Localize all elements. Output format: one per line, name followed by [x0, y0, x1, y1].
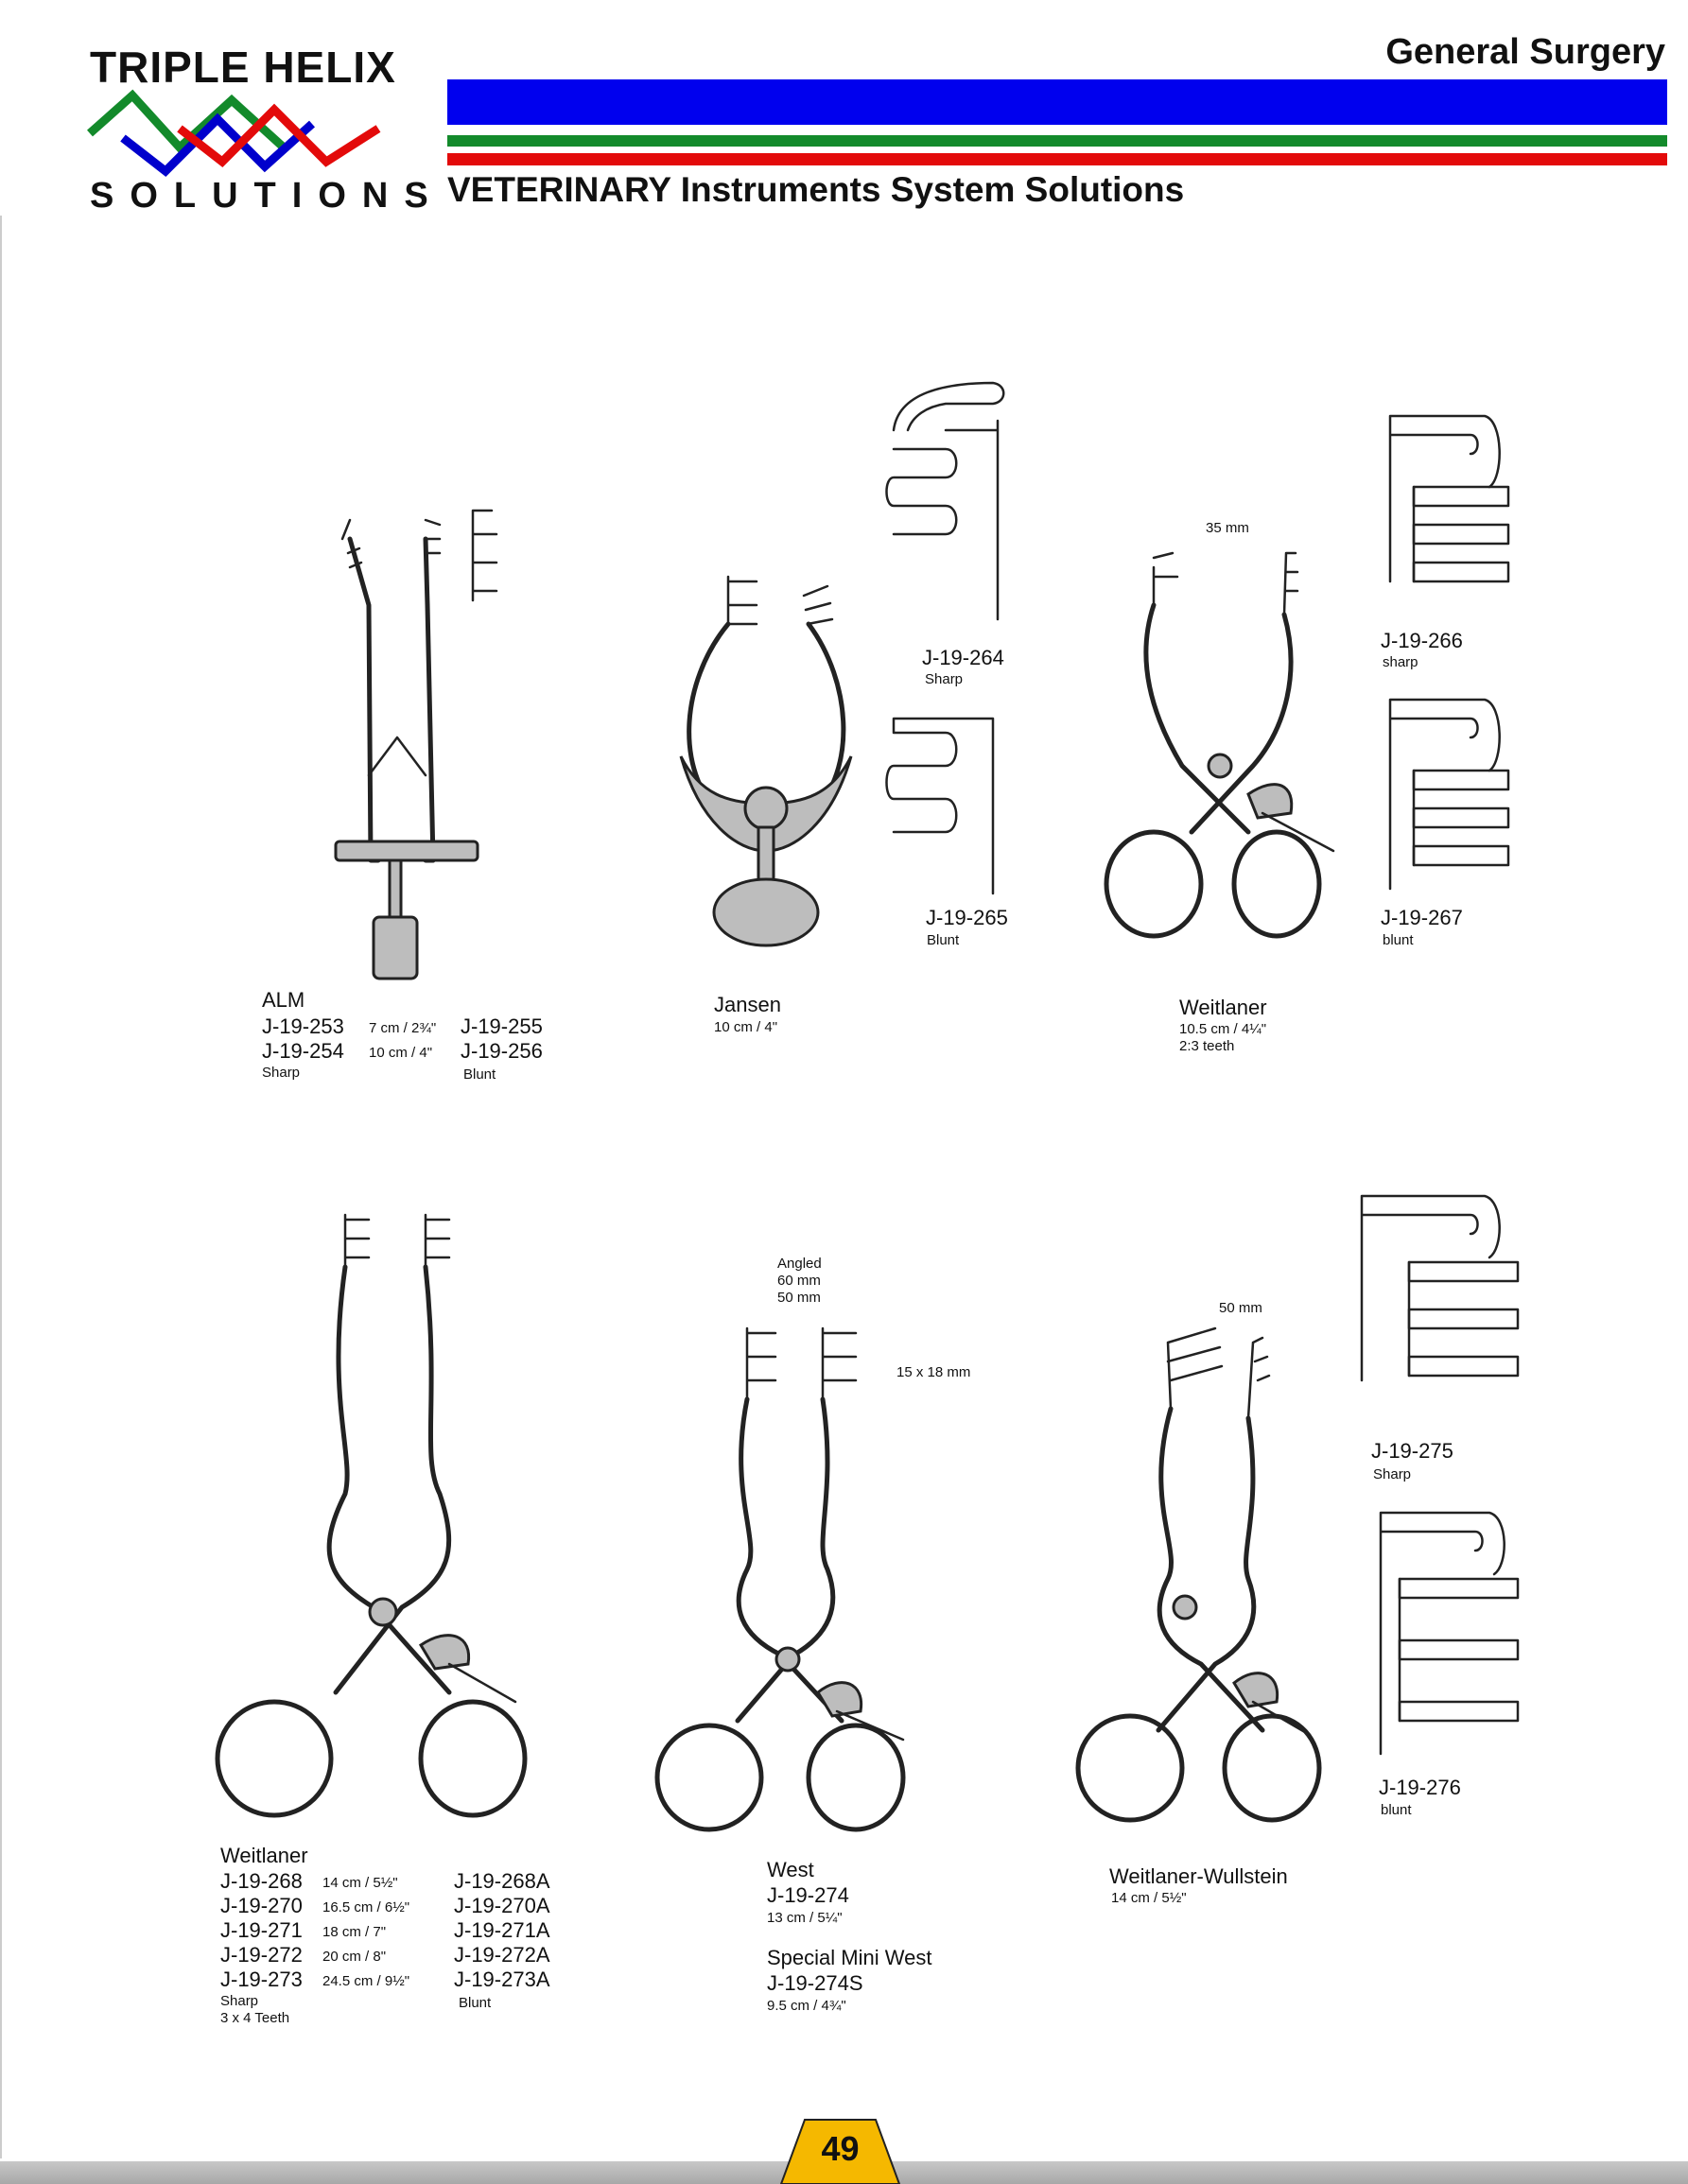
- wl-size-3: 18 cm / 7": [322, 1924, 387, 1940]
- j276-note: blunt: [1381, 1802, 1412, 1818]
- wl-alt-2: J-19-270A: [454, 1894, 550, 1917]
- weitlaner-small-size: 10.5 cm / 4¼": [1179, 1021, 1267, 1037]
- jansen-retractor-image: [662, 567, 879, 964]
- weitlaner-small-teeth: 2:3 teeth: [1179, 1038, 1235, 1054]
- wl-size-1: 14 cm / 5½": [322, 1875, 398, 1891]
- j275-note: Sharp: [1373, 1466, 1412, 1482]
- j275-tips-image: [1352, 1191, 1523, 1395]
- weitlaner-large-image: [213, 1210, 534, 1834]
- west-size: 13 cm / 5¼": [767, 1910, 843, 1926]
- tagline: VETERINARY Instruments System Solutions: [447, 170, 1185, 209]
- header-bar-red: [447, 153, 1667, 165]
- alm-sharp-note: Sharp: [262, 1065, 301, 1081]
- jansen-name: Jansen: [714, 993, 781, 1016]
- wl-alt-3: J-19-271A: [454, 1918, 550, 1942]
- header-bar-green: [447, 135, 1667, 147]
- wl-code-3: J-19-271: [220, 1918, 303, 1942]
- weitlaner-small-name: Weitlaner: [1179, 996, 1267, 1019]
- west-angled-2: 60 mm: [777, 1273, 821, 1289]
- header-bar-blue: [447, 79, 1667, 125]
- alm-tips-image: [463, 506, 511, 610]
- wl-alt-5: J-19-273A: [454, 1967, 550, 1991]
- west-code: J-19-274: [767, 1883, 849, 1907]
- alm-code-2: J-19-254: [262, 1039, 344, 1063]
- j267-tips-image: [1385, 695, 1527, 893]
- wullstein-name: Weitlaner-Wullstein: [1109, 1864, 1288, 1888]
- wl-teeth-note: 3 x 4 Teeth: [220, 2010, 290, 2026]
- alm-code-1: J-19-253: [262, 1014, 344, 1038]
- wl-blunt-note: Blunt: [459, 1995, 492, 2011]
- mini-west-name: Special Mini West: [767, 1946, 932, 1969]
- j266-tips-image: [1385, 411, 1527, 619]
- wl-code-1: J-19-268: [220, 1869, 303, 1893]
- j276-code: J-19-276: [1379, 1776, 1461, 1799]
- wl-alt-4: J-19-272A: [454, 1943, 550, 1967]
- j267-code: J-19-267: [1381, 906, 1463, 929]
- west-dim: 15 x 18 mm: [896, 1364, 971, 1380]
- wl-size-2: 16.5 cm / 6½": [322, 1899, 410, 1915]
- wl-sharp-note: Sharp: [220, 1993, 259, 2009]
- alm-name: ALM: [262, 988, 305, 1012]
- wl-size-4: 20 cm / 8": [322, 1949, 387, 1965]
- alm-alt-2: J-19-256: [461, 1039, 543, 1063]
- wullstein-retractor-image: [1059, 1324, 1343, 1834]
- page-number: 49: [821, 2129, 860, 2168]
- weitlaner-small-dim: 35 mm: [1206, 520, 1249, 536]
- wl-size-5: 24.5 cm / 9½": [322, 1973, 410, 1989]
- section-title: General Surgery: [1385, 32, 1665, 72]
- mini-west-code: J-19-274S: [767, 1971, 863, 1995]
- west-angled-3: 50 mm: [777, 1290, 821, 1306]
- alm-size-1: 7 cm / 2¾": [369, 1020, 437, 1036]
- alm-retractor-image: [322, 501, 548, 936]
- j276-tips-image: [1376, 1508, 1532, 1759]
- j264-code: J-19-264: [922, 646, 1004, 669]
- j275-code: J-19-275: [1371, 1439, 1453, 1463]
- weitlaner-small-image: [1097, 548, 1352, 974]
- west-name: West: [767, 1858, 814, 1881]
- alm-blunt-note: Blunt: [463, 1066, 496, 1083]
- brand-logo-helix: [90, 91, 383, 176]
- wl-code-5: J-19-273: [220, 1967, 303, 1991]
- brand-name-top: TRIPLE HELIX: [90, 43, 396, 92]
- wullstein-size: 14 cm / 5½": [1111, 1890, 1187, 1906]
- alm-size-2: 10 cm / 4": [369, 1045, 433, 1061]
- weitlaner-large-name: Weitlaner: [220, 1844, 308, 1867]
- j265-code: J-19-265: [926, 906, 1008, 929]
- alm-alt-1: J-19-255: [461, 1014, 543, 1038]
- wl-alt-1: J-19-268A: [454, 1869, 550, 1893]
- j267-note: blunt: [1383, 932, 1414, 948]
- j264-note: Sharp: [925, 671, 964, 687]
- mini-west-size: 9.5 cm / 4¾": [767, 1998, 846, 2014]
- j265-tips-image: [889, 714, 1012, 903]
- brand-name-bottom: SOLUTIONS: [90, 176, 444, 216]
- west-angled-1: Angled: [777, 1256, 822, 1272]
- west-retractor-image: [653, 1324, 936, 1834]
- wl-code-4: J-19-272: [220, 1943, 303, 1967]
- j266-code: J-19-266: [1381, 629, 1463, 652]
- wullstein-dim: 50 mm: [1219, 1300, 1262, 1316]
- j265-note: Blunt: [927, 932, 960, 948]
- jansen-size: 10 cm / 4": [714, 1019, 778, 1035]
- j266-note: sharp: [1383, 654, 1418, 670]
- j264-tips-image: [889, 373, 1012, 629]
- wl-code-2: J-19-270: [220, 1894, 303, 1917]
